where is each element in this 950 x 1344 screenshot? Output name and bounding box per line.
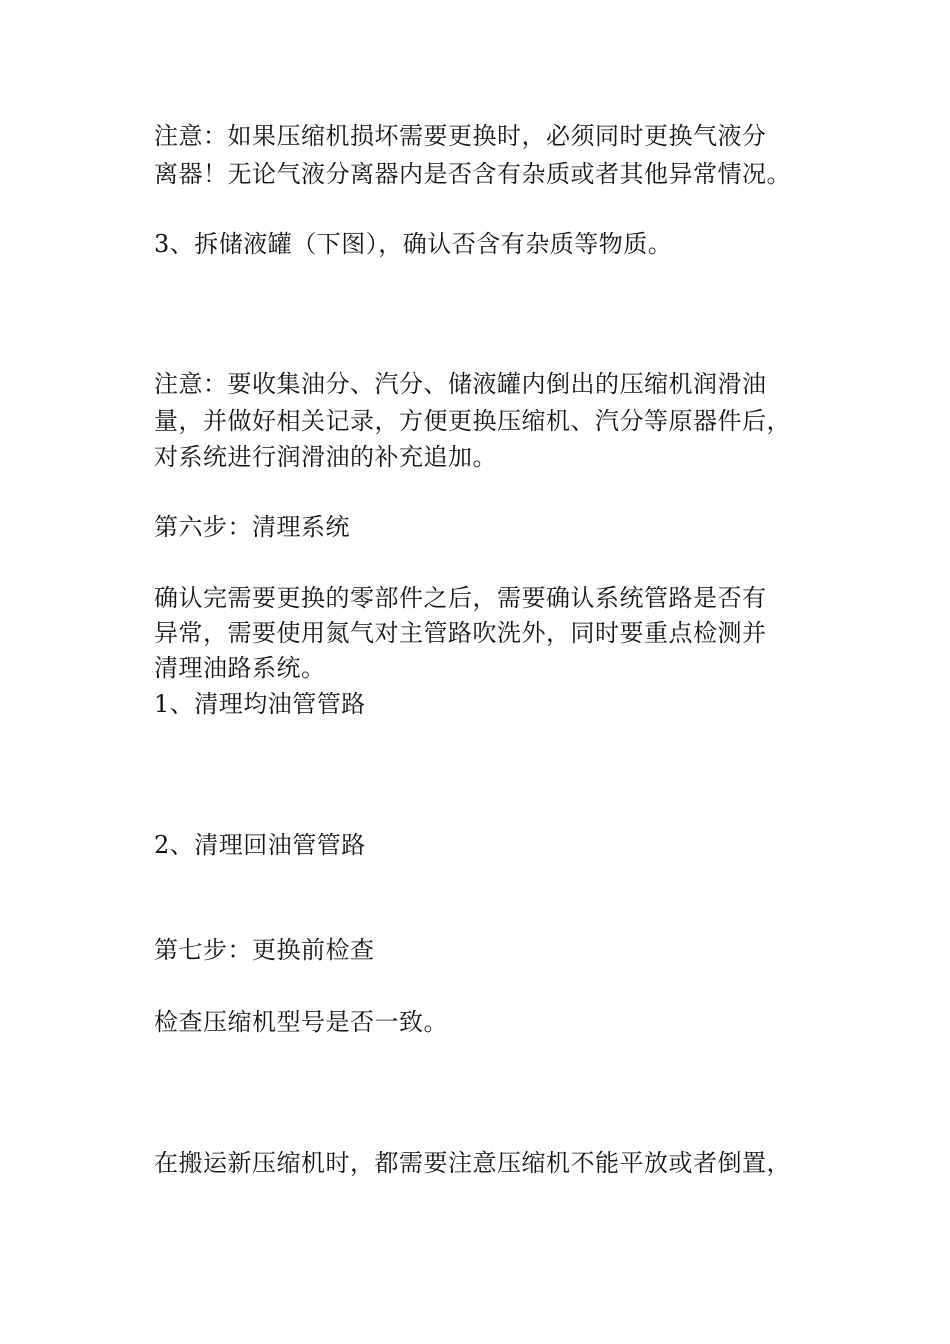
note-line: 离器！无论气液分离器内是否含有杂质或者其他异常情况。 xyxy=(154,160,791,188)
section-heading-step7: 第七步：更换前检查 xyxy=(154,936,375,964)
paragraph-line: 清理油路系统。 xyxy=(154,654,326,682)
paragraph-line: 在搬运新压缩机时，都需要注意压缩机不能平放或者倒置， xyxy=(154,1149,791,1177)
paragraph-line: 确认完需要更换的零部件之后，需要确认系统管路是否有 xyxy=(154,584,767,612)
note-line: 注意：如果压缩机损坏需要更换时，必须同时更换气液分 xyxy=(154,122,767,150)
note-line: 量，并做好相关记录，方便更换压缩机、汽分等原器件后， xyxy=(154,407,791,435)
section-heading-step6: 第六步：清理系统 xyxy=(154,513,350,541)
list-item-1: 1、清理均油管管路 xyxy=(154,690,366,718)
list-item-2: 2、清理回油管管路 xyxy=(154,831,366,859)
paragraph-line: 异常，需要使用氮气对主管路吹洗外，同时要重点检测并 xyxy=(154,619,767,647)
note-line: 注意：要收集油分、汽分、储液罐内倒出的压缩机润滑油 xyxy=(154,370,767,398)
paragraph-line: 检查压缩机型号是否一致。 xyxy=(154,1008,448,1036)
step-3-text: 3、拆储液罐（下图），确认否含有杂质等物质。 xyxy=(154,230,673,258)
note-line: 对系统进行润滑油的补充追加。 xyxy=(154,443,497,471)
